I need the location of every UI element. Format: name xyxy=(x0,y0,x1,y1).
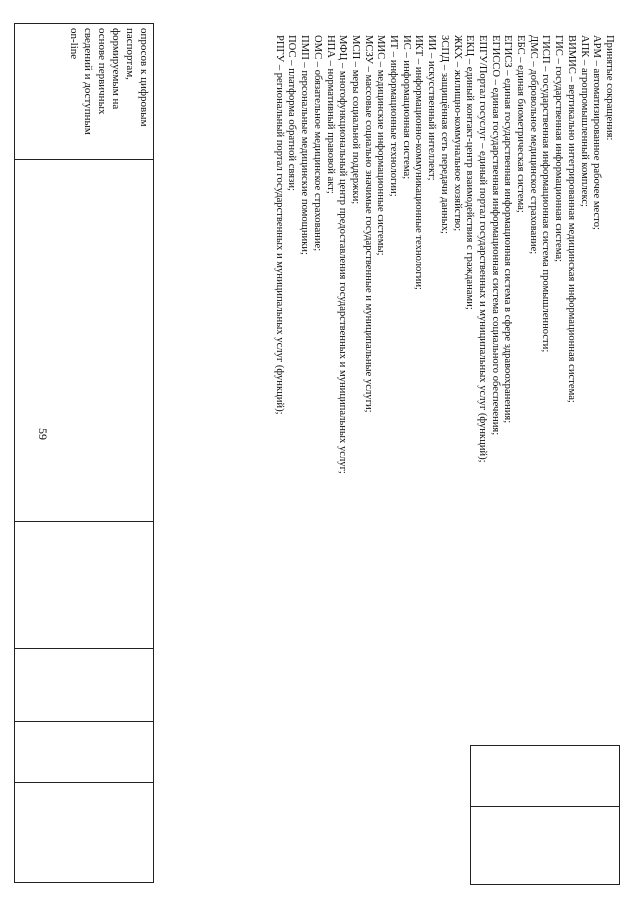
list-item: ЕБС – единая биометрическая система; xyxy=(515,35,527,213)
cell-line: формируемым на xyxy=(110,28,122,110)
list-item: ГИС – государственная информационная система; xyxy=(553,35,565,263)
table-cell-empty xyxy=(471,746,620,807)
list-item: ПОС – платформа обратной связи; xyxy=(286,35,298,191)
table-cell-empty xyxy=(471,807,620,885)
table-cell-empty xyxy=(15,649,154,722)
list-item: ЕГИССО – единая государственная информационная система социального обеспечения; xyxy=(489,35,501,436)
cell-line: опросов к цифровым xyxy=(138,28,150,127)
page-number: 59 xyxy=(36,428,50,440)
cell-line: основе первичных xyxy=(96,28,108,115)
list-item: ИТ – информационные технологии; xyxy=(388,35,400,197)
list-item: ВИМИС – вертикально интегрированная медицинская информационная система; xyxy=(565,35,577,403)
table-cell-empty xyxy=(15,160,154,522)
abbreviations-heading: Принятые сокращения: xyxy=(604,35,615,141)
list-item: ЗСПД – защищённая сеть передачи данных; xyxy=(438,35,450,234)
abbreviations-list xyxy=(272,35,615,835)
list-item: ЕГИСЗ – единая государственная информационная система в сфере здравоохранения; xyxy=(502,35,514,424)
list-item: НПА – нормативный правовой акт; xyxy=(324,35,336,194)
list-item: ГИСП – государственная информационная система промышленности; xyxy=(540,35,552,353)
list-item: МСП – меры социальной поддержки; xyxy=(349,35,361,205)
table-cell-empty xyxy=(15,783,154,883)
list-item: АРМ – автоматизированное рабочее место; xyxy=(591,35,603,230)
list-item: МИС – медицинские информационные системы; xyxy=(375,35,387,256)
table-cell-empty xyxy=(15,522,154,649)
list-item: ЖКХ – жилищно-коммунальное хозяйство; xyxy=(451,35,463,232)
list-item: ИКТ – информационно-коммуникационные технологии; xyxy=(413,35,425,290)
list-item: ЕКЦ – единый контакт-центр взаимодействия с гражданами; xyxy=(464,35,476,310)
list-item: ДМС – добровольное медицинское страхование; xyxy=(527,35,539,255)
list-item: ИС – информационная система; xyxy=(400,35,412,180)
cell-line: on-line xyxy=(68,28,80,60)
list-item: ИИ – искусственный интеллект; xyxy=(426,35,438,181)
list-item: ОМС – обязательное медицинское страхование; xyxy=(311,35,323,252)
cell-line: паспортам, xyxy=(124,28,136,80)
list-item: МФЦ – многофункциональный центр предоставления государственных и муниципальных услуг; xyxy=(337,35,349,474)
list-item: РПГУ – региональный портал государственных и муниципальных услуг (функций); xyxy=(273,35,285,415)
continued-table xyxy=(14,23,154,883)
table-cell-text xyxy=(15,24,154,160)
list-item: АПК – агропромышленный комплекс; xyxy=(578,35,590,207)
table-cell-empty xyxy=(15,722,154,783)
cell-line: сведений и доступным xyxy=(82,28,94,135)
list-item: ПМП – персональные медицинские помощники; xyxy=(299,35,311,255)
list-item: ЕПГУ/Портал госуслуг – единый портал государственных и муниципальных услуг (функций); xyxy=(476,35,488,463)
previous-table-fragment xyxy=(470,745,620,885)
list-item: МСЗУ – массовые социально значимые государственные и муниципальные услуги; xyxy=(362,35,374,413)
